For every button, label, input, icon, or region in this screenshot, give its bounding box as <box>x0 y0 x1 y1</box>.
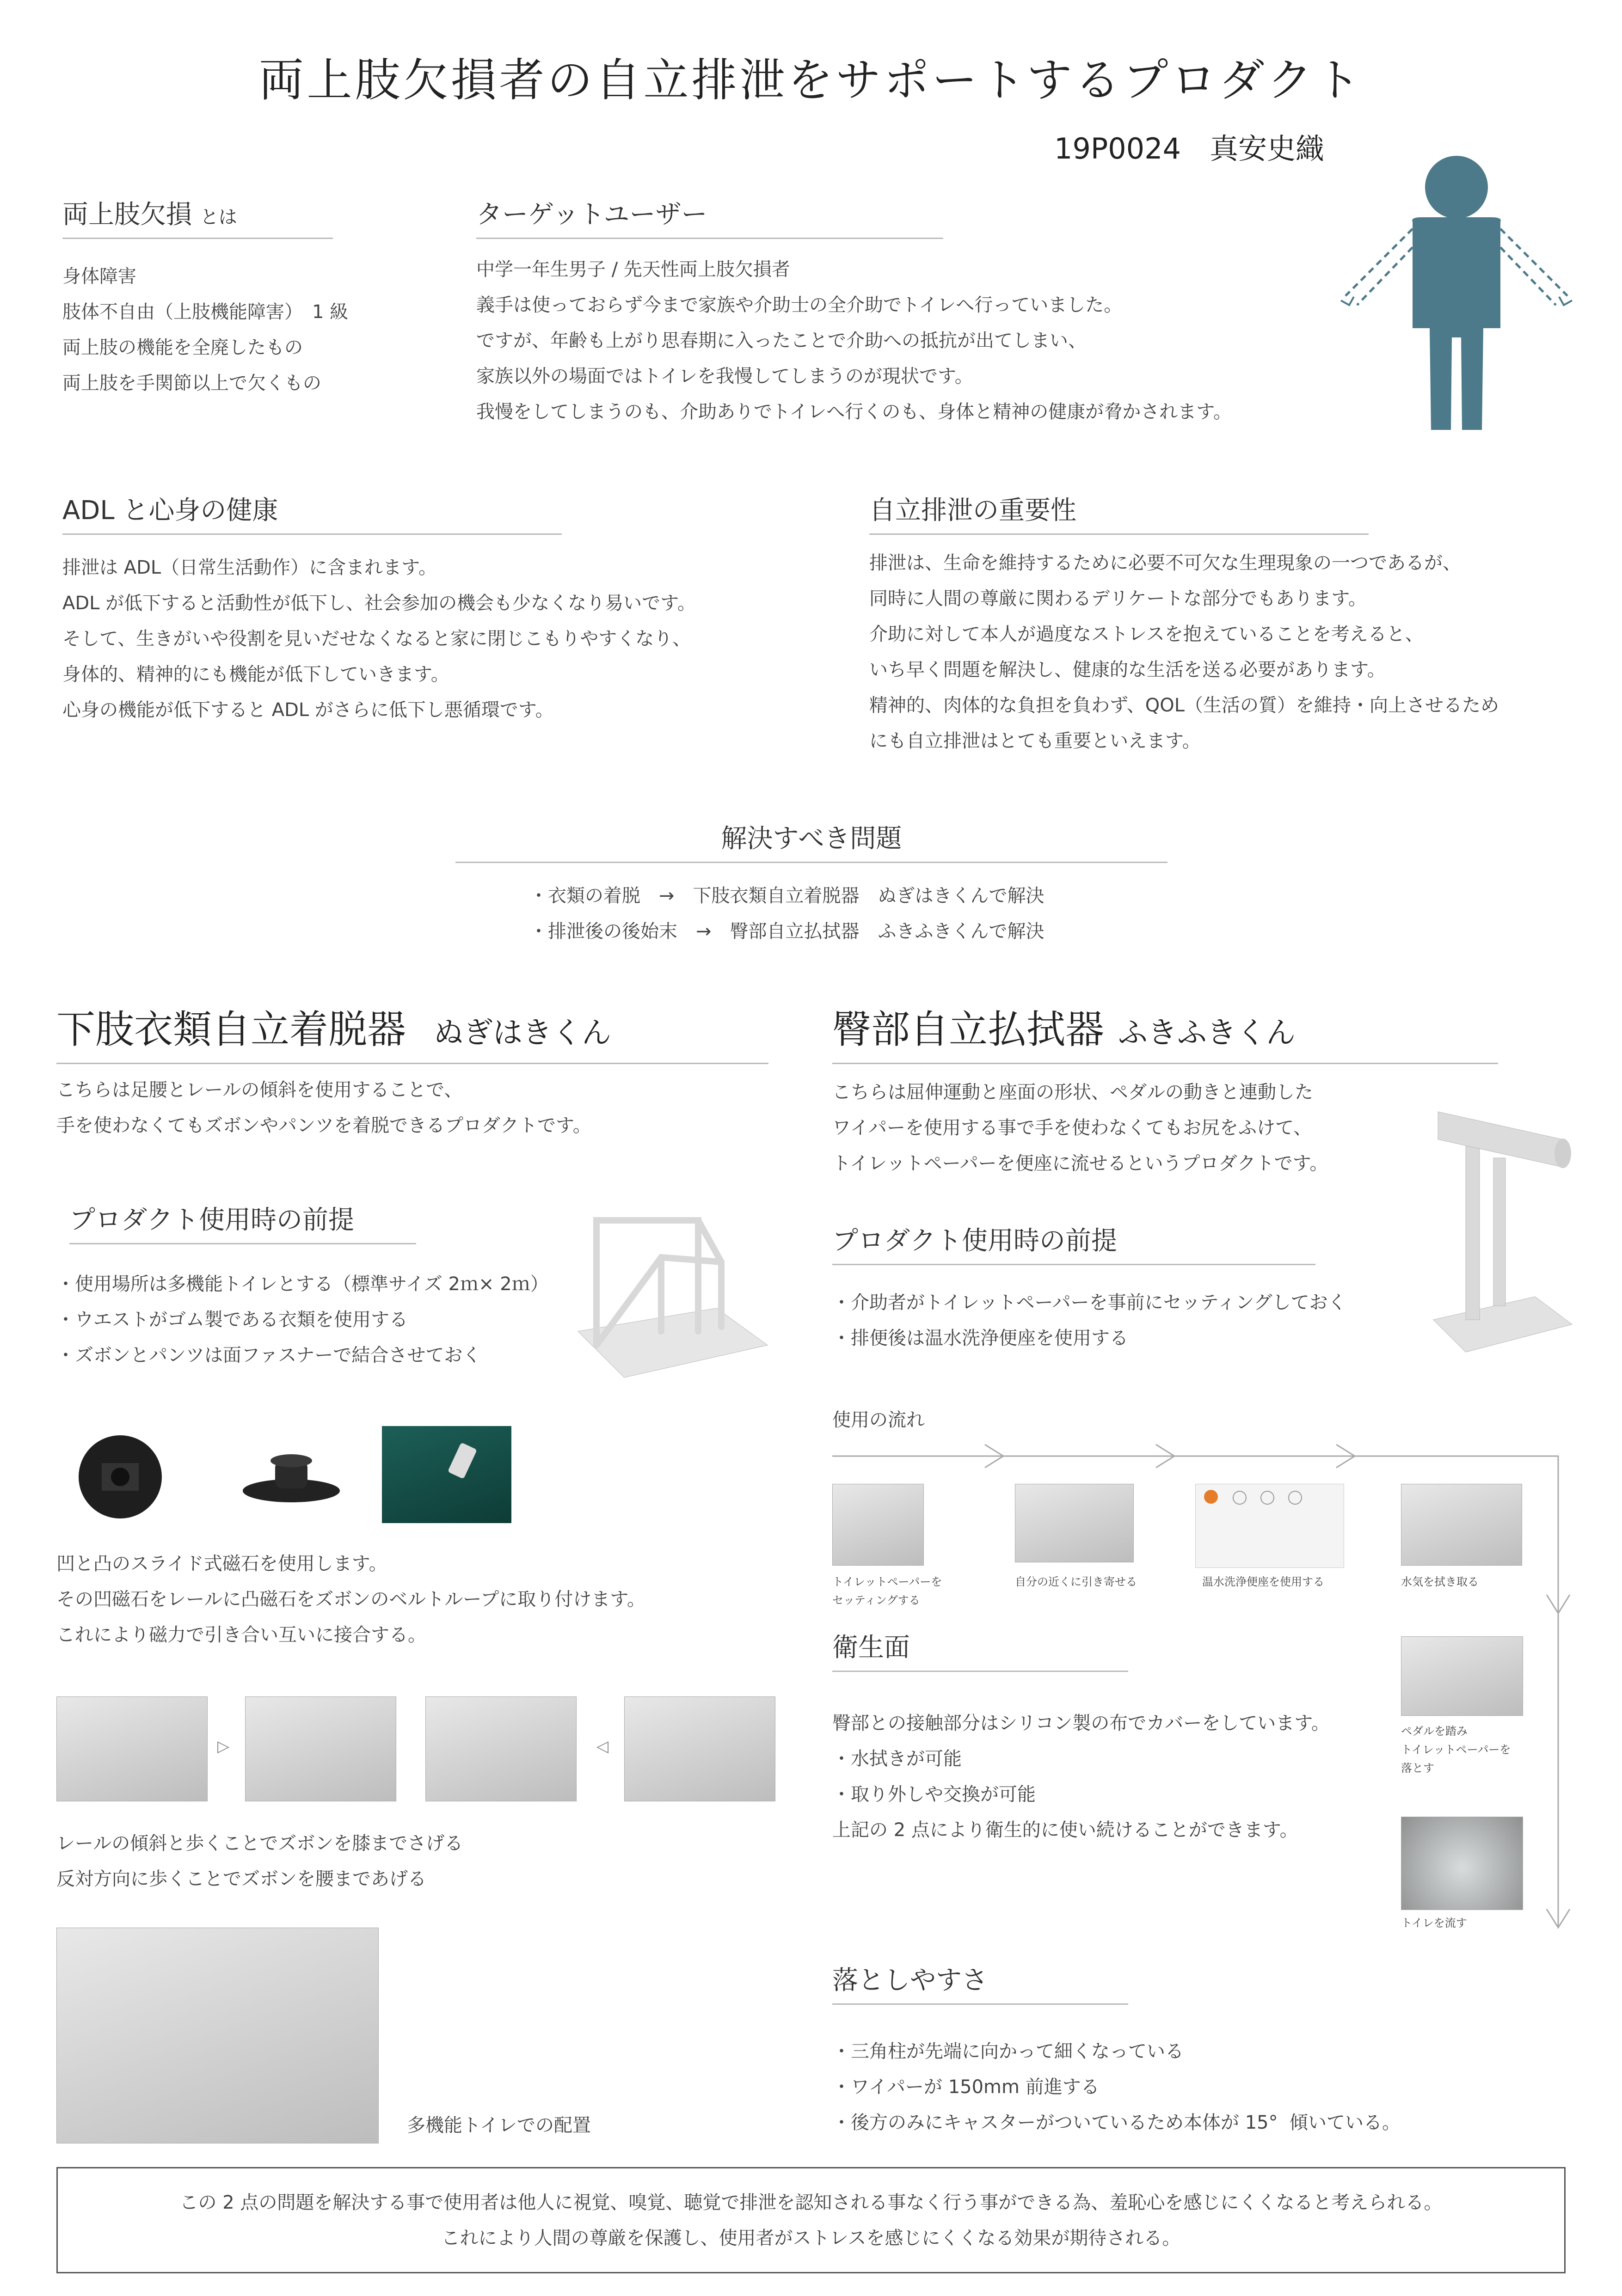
armless-person-figure <box>1332 153 1581 439</box>
concave-magnet-image <box>74 1431 166 1523</box>
placement-caption: 多機能トイレでの配置 <box>407 2115 591 2136</box>
problems-heading: 解決すべき問題 <box>455 818 1167 863</box>
step-caption-3: 温水洗浄便座を使用する <box>1202 1575 1324 1588</box>
adl-text: 排泄は ADL（日常生活動作）に含まれます。 ADL が低下すると活動性が低下し、社会参加の機会も少なくなり易いです。 そして、生きがいや役割を見いだせなくなると家に閉じこもりやすくなり、 身体的、精神的にも機能が低下していきます。 心身の機能が低下すると ADL がさらに低下し悪循環です。 <box>62 557 696 721</box>
fuki-intro: こちらは屈伸運動と座面の形状、ペダルの動きと連動した ワイパーを使用する事で手を使わなくてもお尻をふけて、 トイレットペーパーを便座に流せるというプロダクトです。 <box>832 1082 1328 1174</box>
belt-loop-magnet-photo <box>382 1426 511 1523</box>
fuki-heading: 臀部自立払拭器 ふきふきくん <box>832 998 1498 1064</box>
target-text: 中学一年生男子 / 先天性両上肢欠損者 義手は使っておらず今まで家族や介助士の全介助でトイレへ行っていました。 ですが、年齢も上がり思春期に入ったことで介助への抵抗が出てしまい、 家族以外の場面ではトイレを我慢してしまうのが現状です。 我慢をしてしまうのも、介助ありでトイレへ行くのも、身体と精神の健康が脅かされます。 <box>476 259 1232 422</box>
rail-description: レールの傾斜と歩くことでズボンを膝までさげる 反対方向に歩くことでズボンを腰まであげる <box>56 1833 463 1890</box>
rail-sequence-photo-3 <box>425 1696 577 1801</box>
step-caption-2: 自分の近くに引き寄せる <box>1015 1575 1137 1588</box>
conclusion-line-1: この 2 点の問題を解決する事で使用者は他人に視覚、嗅覚、聴覚で排泄を認知される事なく行う事ができる為、羞恥心を感じにくくなると考えられる。 <box>179 2192 1443 2213</box>
magnet-description: 凹と凸のスライド式磁石を使用します。 その凹磁石をレールに凸磁石をズボンのベルトループに取り付けます。 これにより磁力で引き合い互いに接合する。 <box>56 1553 645 1646</box>
target-heading: ターゲットユーザー <box>476 194 943 239</box>
flow-heading: 使用の流れ <box>832 1409 925 1431</box>
rail-product-image <box>569 1193 772 1387</box>
conclusion-line-2: これにより人間の尊厳を保護し、使用者がストレスを感じにくくなる効果が期待される。 <box>441 2228 1181 2249</box>
conclusion-box <box>56 2167 1566 2273</box>
importance-text: 排泄は、生命を維持するために必要不可欠な生理現象の一つであるが、 同時に人間の尊厳に関わるデリケートな部分でもあります。 介助に対して本人が過度なストレスを抱えていることを考えると、 いち早く問題を解決し、健康的な生活を送る必要があります。 精神的、肉体的な負担を負わず、QOL（生活の質）を維持・向上させるため にも自立排泄はとても重要といえます。 <box>869 552 1499 752</box>
definition-text: 身体障害 肢体不自由（上肢機能障害） 1 級 両上肢の機能を全廃したもの 両上肢を手関節以上で欠くもの <box>62 266 349 394</box>
step-caption-6: トイレを流す <box>1401 1916 1467 1929</box>
hygiene-heading: 衛生面 <box>832 1627 1128 1672</box>
sequence-arrow-right: ▷ <box>217 1737 230 1756</box>
step-caption-1: トイレットペーパーを セッティングする <box>832 1575 942 1607</box>
page-title: 両上肢欠損者の自立排泄をサポートするプロダクト <box>258 54 1364 107</box>
wiper-product-image <box>1424 1102 1581 1361</box>
hygiene-text: 臀部との接触部分はシリコン製の布でカバーをしています。 ・水拭きが可能 ・取り外しや交換が可能 上記の 2 点により衛生的に使い続けることができます。 <box>832 1713 1330 1841</box>
nugi-premise-heading: プロダクト使用時の前提 <box>69 1200 416 1244</box>
definition-heading: 両上肢欠損 とは <box>62 194 333 239</box>
nugi-intro: こちらは足腰とレールの傾斜を使用することで、 手を使わなくてもズボンやパンツを着脱できるプロダクトです。 <box>56 1079 591 1136</box>
problems-list: ・衣類の着脱 → 下肢衣類自立着脱器 ぬぎはきくんで解決 ・排泄後の後始末 → 臀部自立払拭器 ふきふきくんで解決 <box>529 885 1044 942</box>
rail-sequence-photo-1 <box>56 1696 208 1801</box>
step-photo-1 <box>832 1484 924 1566</box>
step-caption-4: 水気を拭き取る <box>1401 1575 1479 1588</box>
nugi-premise-list: ・使用場所は多機能トイレとする（標準サイズ 2ｍ× 2ｍ） ・ウエストがゴム製である衣類を使用する ・ズボンとパンツは面ファスナーで結合させておく <box>56 1274 549 1366</box>
fuki-premise-heading: プロダクト使用時の前提 <box>832 1220 1315 1265</box>
step-caption-5: ペダルを踏み トイレットペーパーを 落とす <box>1401 1725 1511 1775</box>
drop-list: ・三角柱が先端に向かって細くなっている ・ワイパーが 150mm 前進する ・後方のみにキャスターがついているため本体が 15° 傾いている。 <box>832 2041 1401 2133</box>
author-id: 19P0024 真安史織 <box>1054 132 1325 165</box>
drop-heading: 落としやすさ <box>832 1960 1128 2005</box>
convex-magnet-image <box>238 1447 344 1507</box>
sequence-arrow-left: ◁ <box>596 1737 609 1756</box>
importance-heading: 自立排泄の重要性 <box>869 490 1369 535</box>
nugi-heading: 下肢衣類自立着脱器 ぬぎはきくん <box>56 998 768 1064</box>
step-photo-2 <box>1015 1484 1134 1562</box>
step-photo-3 <box>1195 1484 1344 1568</box>
step-photo-5 <box>1401 1636 1523 1716</box>
adl-heading: ADL と心身の健康 <box>62 490 562 535</box>
toilet-placement-photo <box>56 1928 379 2143</box>
rail-sequence-photo-4 <box>624 1696 775 1801</box>
step-photo-6 <box>1401 1817 1523 1910</box>
fuki-premise-list: ・介助者がトイレットペーパーを事前にセッティングしておく ・排便後は温水洗浄便座を使用する <box>832 1292 1346 1349</box>
step-photo-4 <box>1401 1484 1522 1566</box>
rail-sequence-photo-2 <box>245 1696 396 1801</box>
